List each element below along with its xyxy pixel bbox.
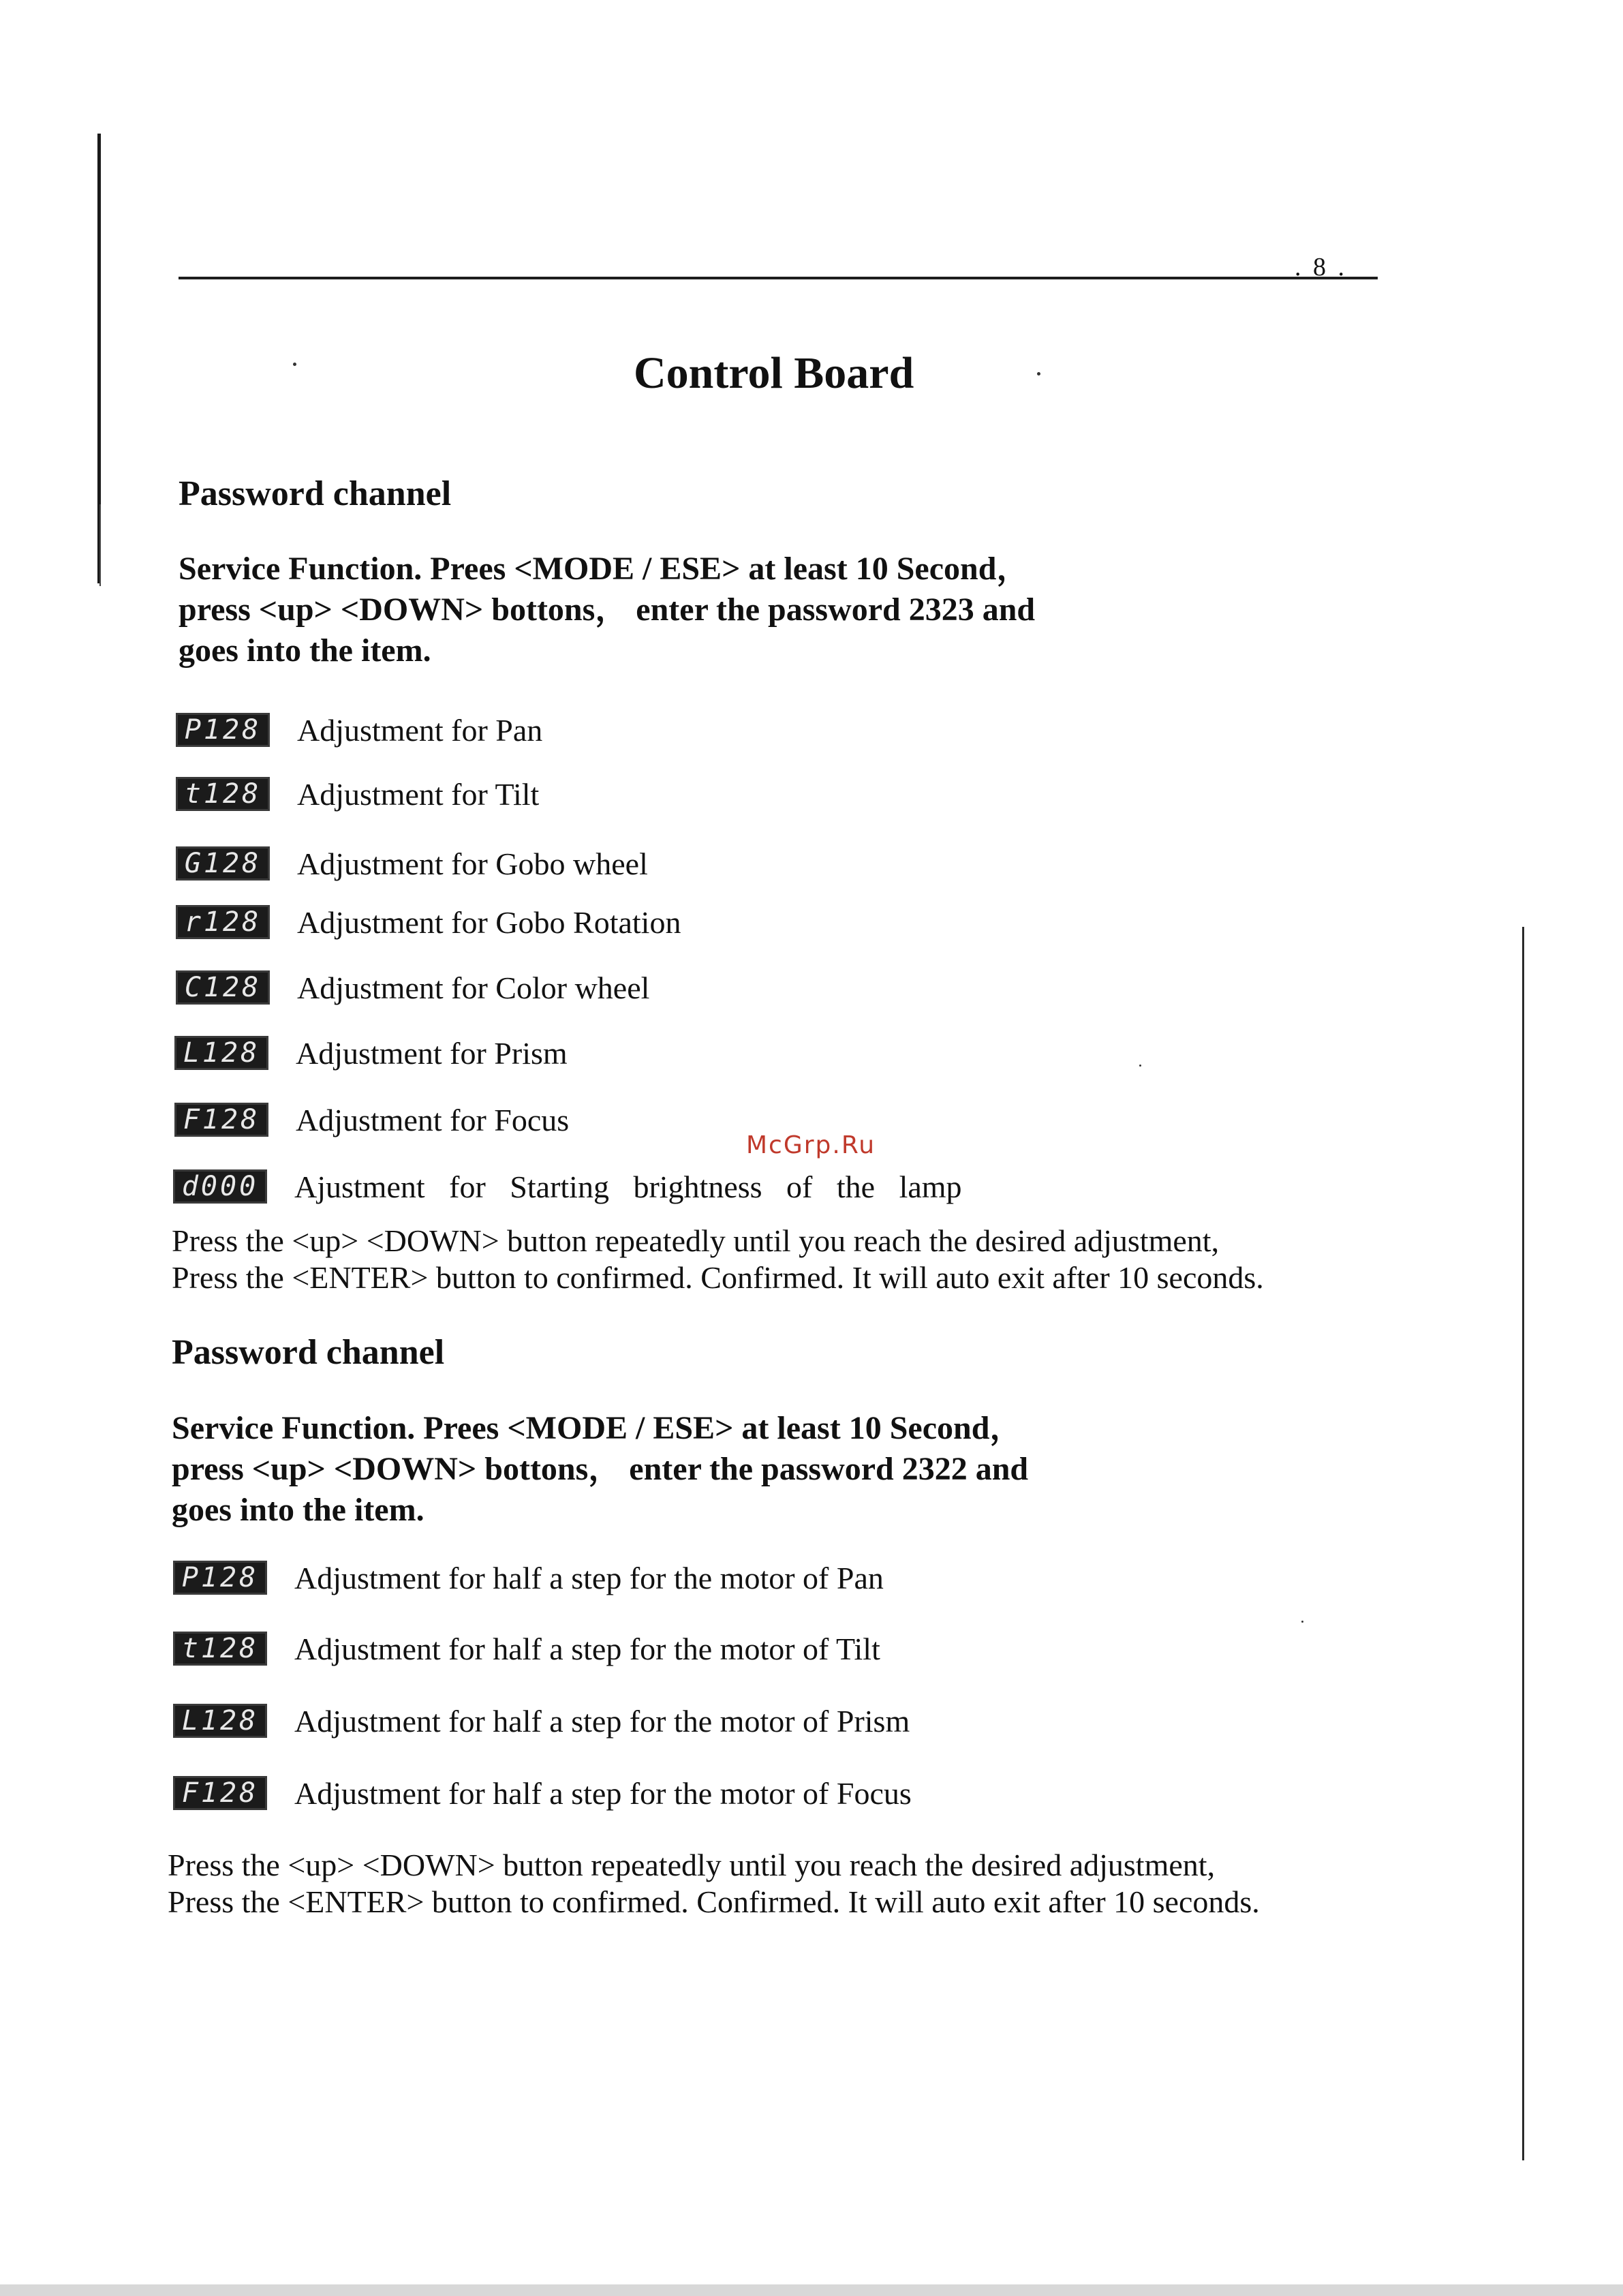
section-1-heading: Password channel <box>179 474 452 513</box>
lcd-display: L128 <box>173 1704 267 1738</box>
scan-speck <box>1139 1065 1141 1067</box>
lcd-display: r128 <box>176 905 270 939</box>
list-item <box>176 842 648 885</box>
intro-line: press <up> <DOWN> bottons， enter the password 2322 and <box>172 1451 1029 1487</box>
list-item <box>174 1099 569 1141</box>
item-label: Adjustment for Prism <box>296 1035 568 1071</box>
item-label: Adjustment for half a step for the motor of Prism <box>294 1703 910 1739</box>
lcd-display: t128 <box>173 1632 267 1666</box>
intro-line: press <up> <DOWN> bottons， enter the password 2323 and <box>179 592 1036 628</box>
list-item <box>173 1165 962 1208</box>
lcd-display: P128 <box>173 1561 267 1595</box>
intro-line: goes into the item. <box>179 632 431 669</box>
intro-line: goes into the item. <box>172 1492 424 1528</box>
item-label: Adjustment for half a step for the motor of Focus <box>294 1775 912 1811</box>
lcd-display: d000 <box>173 1169 267 1204</box>
page-title: Control Board <box>634 348 914 398</box>
lcd-display: G128 <box>176 846 270 881</box>
item-label: Adjustment for Gobo wheel <box>297 846 648 881</box>
item-label: Adjustment for half a step for the motor of Pan <box>294 1560 884 1595</box>
lcd-display: F128 <box>173 1776 267 1810</box>
item-label: Ajustment for Starting brightness of the lamp <box>294 1169 962 1204</box>
header-rule <box>179 277 1378 279</box>
list-item <box>176 901 681 943</box>
list-item <box>176 709 542 751</box>
scan-speck <box>1301 1621 1303 1623</box>
note-line: Press the <up> <DOWN> button repeatedly until you reach the desired adjustment, <box>172 1223 1220 1258</box>
scan-edge-left-lower <box>99 504 101 586</box>
scan-edge-bottom <box>0 2284 1623 2296</box>
lcd-display: P128 <box>176 713 270 747</box>
list-item <box>173 1700 910 1742</box>
item-label: Adjustment for Pan <box>297 712 543 748</box>
scan-speck <box>293 363 296 366</box>
item-label: Adjustment for Focus <box>296 1102 570 1137</box>
lcd-display: C128 <box>176 970 270 1005</box>
scan-edge-right <box>1522 927 1524 2160</box>
section-2-heading: Password channel <box>172 1333 445 1372</box>
page-number: . 8 . <box>1295 253 1347 281</box>
list-item <box>173 1557 884 1599</box>
item-label: Adjustment for Gobo Rotation <box>297 904 681 940</box>
list-item <box>173 1772 912 1814</box>
list-item <box>176 773 539 815</box>
note-line: Press the <ENTER> button to confirmed. Confirmed. It will auto exit after 10 seconds. <box>168 1884 1260 1919</box>
lcd-display: F128 <box>174 1103 268 1137</box>
section-1-intro <box>179 549 1035 671</box>
item-label: Adjustment for Tilt <box>297 776 540 812</box>
lcd-display: t128 <box>176 777 270 811</box>
note-line: Press the <up> <DOWN> button repeatedly until you reach the desired adjustment, <box>168 1848 1216 1882</box>
lcd-display: L128 <box>174 1036 268 1070</box>
list-item <box>174 1032 568 1074</box>
watermark: McGrp.Ru <box>746 1131 876 1159</box>
list-item <box>173 1627 880 1670</box>
section-2-notes <box>168 1847 1260 1920</box>
note-line: Press the <ENTER> button to confirmed. Confirmed. It will auto exit after 10 seconds. <box>172 1260 1264 1295</box>
list-item <box>176 966 649 1009</box>
section-1-notes <box>172 1223 1264 1296</box>
item-label: Adjustment for half a step for the motor of Tilt <box>294 1631 880 1666</box>
intro-line: Service Function. Prees <MODE / ESE> at least 10 Second， <box>179 551 1030 587</box>
item-label: Adjustment for Color wheel <box>297 970 650 1005</box>
scan-speck <box>1037 372 1040 376</box>
section-2-intro <box>172 1408 1028 1531</box>
intro-line: Service Function. Prees <MODE / ESE> at least 10 Second， <box>172 1410 1023 1446</box>
